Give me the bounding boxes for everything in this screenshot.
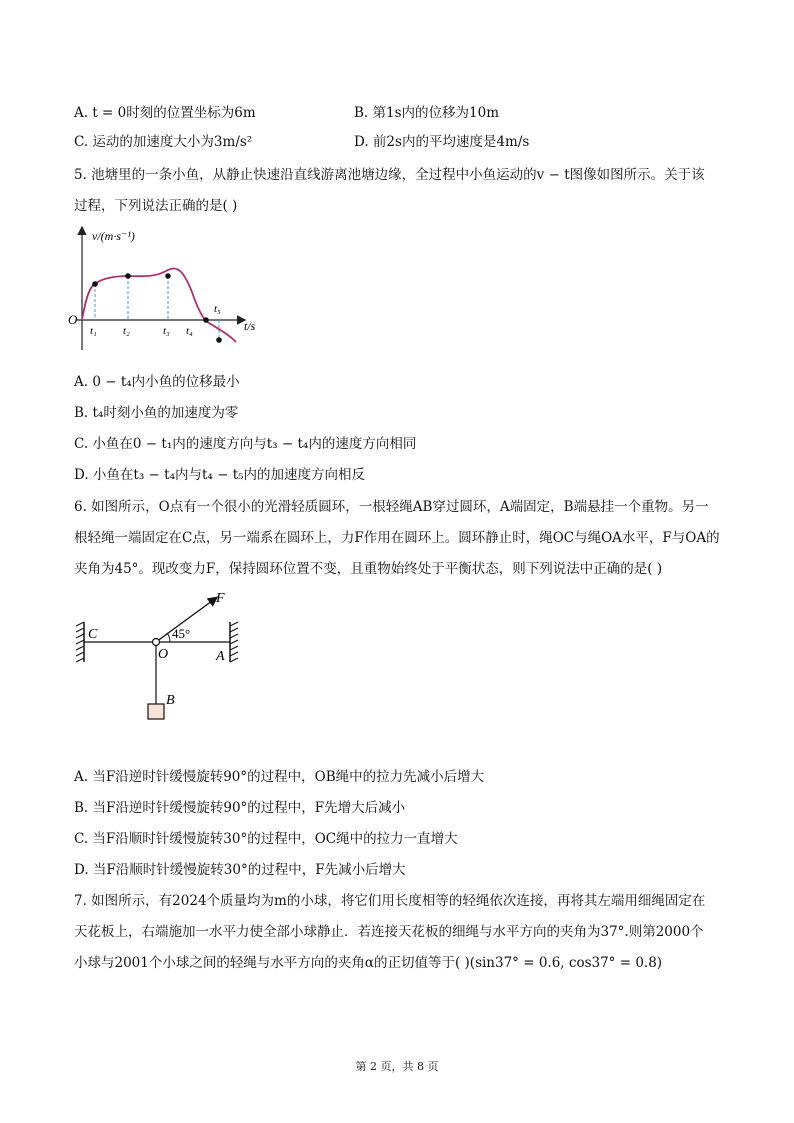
q6-option-a: A. 当F沿逆时针缓慢旋转90°的过程中，OB绳中的拉力先减小后增大 xyxy=(74,769,485,785)
label-angle: 45° xyxy=(172,626,191,641)
q7-stem-line1: 7. 如图所示，有2024个质量均为m的小球，将它们用长度相等的轻绳依次连接，再将其左端用细绳固定在 xyxy=(74,893,706,909)
ring xyxy=(153,639,160,646)
angle-arc xyxy=(167,633,170,642)
q6-force-figure xyxy=(70,588,250,728)
graph-origin: O xyxy=(68,312,78,327)
graph-xlabel: t/s xyxy=(244,319,256,333)
q7-stem-line3: 小球与2001个小球之间的轻绳与水平方向的夹角α的正切值等于( )(sin37° = 0.6, cos37° = 0.8) xyxy=(74,955,663,971)
label-o: O xyxy=(158,647,169,662)
point-t2 xyxy=(125,273,131,279)
velocity-curve xyxy=(82,268,236,342)
label-c: C xyxy=(88,627,98,642)
q6-option-d: D. 当F沿顺时针缓慢旋转30°的过程中，F先减小后增大 xyxy=(74,862,406,878)
q5-stem-line1: 5. 池塘里的一条小鱼，从静止快速沿直线游离池塘边缘，全过程中小鱼运动的v − t图像如图所示。关于该 xyxy=(74,167,705,183)
q4-option-d: D. 前2s内的平均速度是4m/s xyxy=(354,134,530,150)
q5-option-a: A. 0 − t₄内小鱼的位移最小 xyxy=(74,374,240,390)
q4-option-c: C. 运动的加速度大小为3m/s² xyxy=(74,134,253,150)
tick-t1: t₁ xyxy=(90,325,97,337)
q6-option-b: B. 当F沿逆时针缓慢旋转90°的过程中，F先增大后减小 xyxy=(74,800,406,816)
q5-option-d: D. 小鱼在t₃ − t₄内与t₄ − t₅内的加速度方向相反 xyxy=(74,467,366,483)
q4-option-a: A. t = 0时刻的位置坐标为6m xyxy=(74,105,256,121)
point-t4 xyxy=(203,317,209,323)
q5-option-c: C. 小鱼在0 − t₁内的速度方向与t₃ − t₄内的速度方向相同 xyxy=(74,436,417,452)
point-t1 xyxy=(92,281,98,287)
q6-stem-line3: 夹角为45°。现改变力F，保持圆环位置不变，且重物始终处于平衡状态，则下列说法中正确的是( ) xyxy=(74,561,663,577)
label-f: F xyxy=(216,591,225,606)
weight-block xyxy=(148,704,164,719)
tick-t3: t₃ xyxy=(163,325,170,337)
tick-t2: t₂ xyxy=(123,325,130,337)
point-t5 xyxy=(216,337,222,343)
graph-ylabel: v/(m·s⁻¹) xyxy=(92,229,135,243)
q7-stem-line2: 天花板上，右端施加一水平力使全部小球静止．若连接天花板的细绳与水平方向的夹角为37°.则第2000个 xyxy=(74,924,704,940)
tick-t4: t₄ xyxy=(186,325,193,337)
label-a: A xyxy=(216,649,225,664)
q5-option-b: B. t₄时刻小鱼的加速度为零 xyxy=(74,405,239,421)
q6-stem-line2: 根轻绳一端固定在C点，另一端系在圆环上，力F作用在圆环上。圆环静止时，绳OC与绳OA水平，F与OA的 xyxy=(74,530,720,546)
point-t3 xyxy=(165,273,171,279)
q6-stem-line1: 6. 如图所示，O点有一个很小的光滑轻质圆环，一根轻绳AB穿过圆环，A端固定，B端悬挂一个重物。另一 xyxy=(74,499,709,515)
tick-t5: t₅ xyxy=(214,303,221,315)
q5-stem-line2: 过程，下列说法正确的是( ) xyxy=(74,198,238,214)
q5-vt-graph xyxy=(66,222,276,357)
q6-option-c: C. 当F沿顺时针缓慢旋转30°的过程中，OC绳中的拉力一直增大 xyxy=(74,831,458,847)
label-b: B xyxy=(166,693,175,708)
page-footer: 第 2 页，共 8 页 xyxy=(355,1060,439,1073)
q4-option-b: B. 第1s内的位移为10m xyxy=(354,105,499,121)
